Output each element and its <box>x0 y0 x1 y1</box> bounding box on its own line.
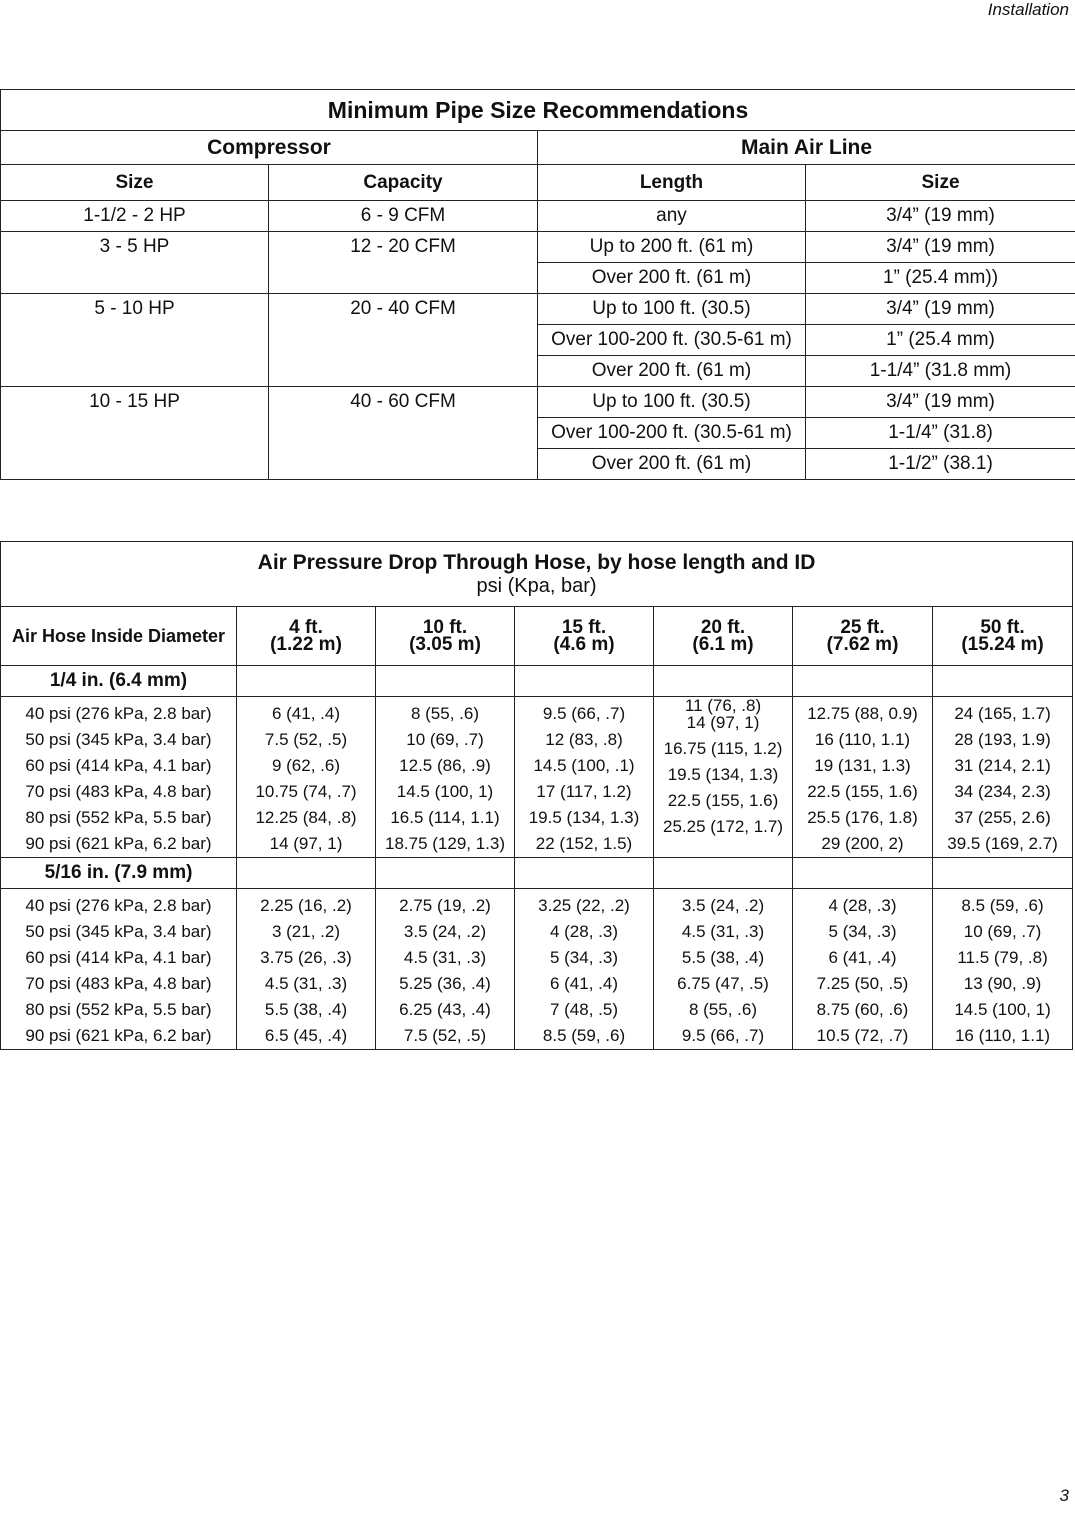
line-length: Up to 200 ft. (61 m) <box>538 232 806 263</box>
pressure-list: 40 psi (276 kPa, 2.8 bar) 50 psi (345 kPa, 3.4 bar) 60 psi (414 kPa, 4.1 bar) 70 psi (483 kPa, 4.8 bar) 80 psi (552 kPa, 5.5 bar) 90 psi (621 kPa, 6.2 bar) <box>1 889 237 1050</box>
line-size: 3/4” (19 mm) <box>806 294 1075 325</box>
line-size: 1-1/4” (31.8) <box>806 418 1075 449</box>
section-label: 5/16 in. (7.9 mm) <box>1 858 237 889</box>
line-size: 1” (25.4 mm) <box>806 325 1075 356</box>
pipe-size-table <box>0 89 1075 480</box>
value-list: 6 (41, .4) 7.5 (52, .5) 9 (62, .6) 10.75 (74, .7) 12.25 (84, .8) 14 (97, 1) <box>237 697 376 858</box>
col-header-length: 10 ft. (3.05 m) <box>376 607 515 666</box>
compressor-group-header: Compressor <box>1 131 538 165</box>
col-header-length: 50 ft. (15.24 m) <box>933 607 1073 666</box>
value-list: 12.75 (88, 0.9) 16 (110, 1.1) 19 (131, 1.3) 22.5 (155, 1.6) 25.5 (176, 1.8) 29 (200, 2) <box>793 697 933 858</box>
line-length: Up to 100 ft. (30.5) <box>538 294 806 325</box>
table-row <box>1 889 1073 1050</box>
section-label: 1/4 in. (6.4 mm) <box>1 666 237 697</box>
line-length: Over 200 ft. (61 m) <box>538 263 806 294</box>
table-row <box>1 201 1075 232</box>
table-row <box>1 294 1075 325</box>
compressor-capacity: 12 - 20 CFM <box>269 232 538 294</box>
compressor-size: 3 - 5 HP <box>1 232 269 294</box>
value-list: 8 (55, .6) 10 (69, .7) 12.5 (86, .9) 14.5 (100, 1) 16.5 (114, 1.1) 18.75 (129, 1.3) <box>376 697 515 858</box>
col-header-size: Size <box>1 165 269 201</box>
table-row <box>1 387 1075 418</box>
col-header-length: 20 ft. (6.1 m) <box>654 607 793 666</box>
line-length: Over 100-200 ft. (30.5-61 m) <box>538 325 806 356</box>
col-header-length: 25 ft. (7.62 m) <box>793 607 933 666</box>
value-list: 3.25 (22, .2) 4 (28, .3) 5 (34, .3) 6 (41, .4) 7 (48, .5) 8.5 (59, .6) <box>515 889 654 1050</box>
value-list: 2.25 (16, .2) 3 (21, .2) 3.75 (26, .3) 4.5 (31, .3) 5.5 (38, .4) 6.5 (45, .4) <box>237 889 376 1050</box>
hose-table-title: Air Pressure Drop Through Hose, by hose length and ID <box>257 550 816 574</box>
line-size: 1” (25.4 mm)) <box>806 263 1075 294</box>
compressor-capacity: 20 - 40 CFM <box>269 294 538 387</box>
table-row <box>1 232 1075 263</box>
section-row <box>1 858 1073 889</box>
line-length: Over 100-200 ft. (30.5-61 m) <box>538 418 806 449</box>
col-header-length: 15 ft. (4.6 m) <box>515 607 654 666</box>
hose-pressure-drop-table <box>0 541 1073 1050</box>
value-list: 8.5 (59, .6) 10 (69, .7) 11.5 (79, .8) 13 (90, .9) 14.5 (100, 1) 16 (110, 1.1) <box>933 889 1073 1050</box>
line-size: 3/4” (19 mm) <box>806 232 1075 263</box>
col-header-line-size: Size <box>806 165 1075 201</box>
main-air-line-group-header: Main Air Line <box>538 131 1075 165</box>
page-number: 3 <box>1059 1486 1069 1505</box>
pressure-list: 40 psi (276 kPa, 2.8 bar) 50 psi (345 kPa, 3.4 bar) 60 psi (414 kPa, 4.1 bar) 70 psi (483 kPa, 4.8 bar) 80 psi (552 kPa, 5.5 bar) 90 psi (621 kPa, 6.2 bar) <box>1 697 237 858</box>
pipe-table-title: Minimum Pipe Size Recommendations <box>1 90 1075 131</box>
line-length: any <box>538 201 806 232</box>
table-row <box>1 697 1073 858</box>
hose-table-subtitle: psi (Kpa, bar) <box>476 574 597 597</box>
line-size: 3/4” (19 mm) <box>806 387 1075 418</box>
value-list: 9.5 (66, .7) 12 (83, .8) 14.5 (100, .1) 17 (117, 1.2) 19.5 (134, 1.3) 22 (152, 1.5) <box>515 697 654 858</box>
value-list: 24 (165, 1.7) 28 (193, 1.9) 31 (214, 2.1) 34 (234, 2.3) 37 (255, 2.6) 39.5 (169, 2.7) <box>933 697 1073 858</box>
col-header-hose-id: Air Hose Inside Diameter <box>1 607 237 666</box>
value-list: 2.75 (19, .2) 3.5 (24, .2) 4.5 (31, .3) 5.25 (36, .4) 6.25 (43, .4) 7.5 (52, .5) <box>376 889 515 1050</box>
value-list: 4 (28, .3) 5 (34, .3) 6 (41, .4) 7.25 (50, .5) 8.75 (60, .6) 10.5 (72, .7) <box>793 889 933 1050</box>
compressor-size: 1-1/2 - 2 HP <box>1 201 269 232</box>
section-row <box>1 666 1073 697</box>
line-size: 1-1/4” (31.8 mm) <box>806 356 1075 387</box>
compressor-capacity: 6 - 9 CFM <box>269 201 538 232</box>
value-list: 3.5 (24, .2) 4.5 (31, .3) 5.5 (38, .4) 6.75 (47, .5) 8 (55, .6) 9.5 (66, .7) <box>654 889 793 1050</box>
hose-table-title-cell <box>1 542 1073 607</box>
line-length: Over 200 ft. (61 m) <box>538 356 806 387</box>
section-header: Installation <box>987 0 1069 19</box>
compressor-size: 5 - 10 HP <box>1 294 269 387</box>
line-length: Up to 100 ft. (30.5) <box>538 387 806 418</box>
line-size: 1-1/2” (38.1) <box>806 449 1075 480</box>
col-header-length: 4 ft. (1.22 m) <box>237 607 376 666</box>
value-list: 11 (76, .8) 14 (97, 1) 16.75 (115, 1.2) 19.5 (134, 1.3) 22.5 (155, 1.6) 25.25 (172, 1.7) <box>654 697 793 858</box>
col-header-capacity: Capacity <box>269 165 538 201</box>
line-size: 3/4” (19 mm) <box>806 201 1075 232</box>
compressor-size: 10 - 15 HP <box>1 387 269 480</box>
line-length: Over 200 ft. (61 m) <box>538 449 806 480</box>
compressor-capacity: 40 - 60 CFM <box>269 387 538 480</box>
col-header-length: Length <box>538 165 806 201</box>
